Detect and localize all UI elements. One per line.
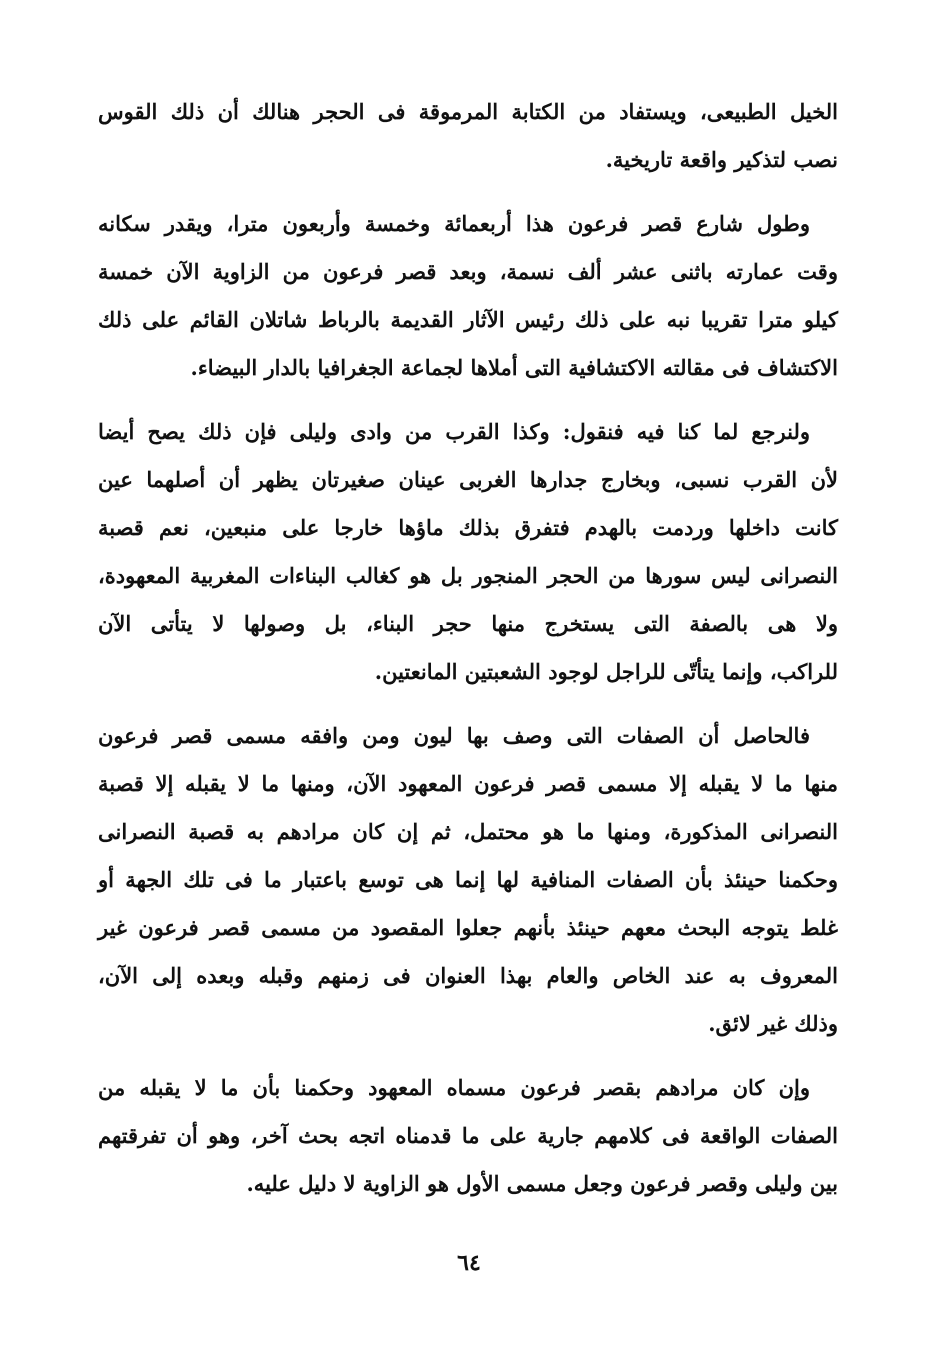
page-number: ٦٤ — [457, 1250, 481, 1276]
text-line: كيلو مترا تقريبا نبه على ذلك رئيس الآثار القديمة بالرباط شاتلان القائم على ذلك — [98, 307, 838, 332]
text-line: فالحاصل أن الصفات التى وصف بها ليون ومن وافقه مسمى قصر فرعون — [98, 723, 810, 748]
page-body — [98, 88, 838, 1224]
text-line: منها ما لا يقبله إلا مسمى قصر فرعون المعهود الآن، ومنها ما لا يقبله إلا قصبة — [98, 771, 838, 796]
text-line: وحكمنا حينئذ بأن الصفات المنافية لها إنما هى توسع باعتبار ما فى تلك الجهة أو — [98, 867, 838, 892]
text-line: غلط يتوجه البحث معهم حينئذ بأنهم جعلوا المقصود من مسمى قصر فرعون غير — [98, 915, 838, 940]
text-line: وذلك غير لائق. — [708, 1011, 838, 1036]
text-line: النصرانى ليس سورها من الحجر المنجور بل هو كغالب البناءات المغربية المعهودة، — [98, 563, 838, 588]
paragraph-1 — [98, 88, 838, 184]
paragraph-2 — [98, 200, 838, 392]
text-line: نصب لتذكير واقعة تاريخية. — [605, 147, 838, 172]
text-line: كانت داخلها وردمت بالهدم فتفرق بذلك ماؤها خارجا على منبعين، نعم قصبة — [98, 515, 838, 540]
text-line: المعروف به عند الخاص والعام بهذا العنوان فى زمنهم وقبله وبعده إلى الآن، — [98, 963, 838, 988]
text-line: لأن القرب نسبى، وبخارج جدارها الغربى عينان صغيرتان يظهر أن أصلهما عين — [98, 467, 838, 492]
text-line: ولنرجع لما كنا فيه فنقول: وكذا القرب من وادى وليلى فإن ذلك يصح أيضا — [98, 419, 810, 444]
paragraph-4 — [98, 712, 838, 1048]
paragraph-5 — [98, 1064, 838, 1208]
text-line: ولا هى بالصفة التى يستخرج منها حجر البناء، بل وصولها لا يتأتى الآن — [98, 611, 838, 636]
text-line: بين وليلى وقصر فرعون وجعل مسمى الأول هو الزاوية لا دليل عليه. — [246, 1171, 838, 1196]
text-line: وقت عمارته باثنى عشر ألف نسمة، وبعد قصر فرعون من الزاوية الآن خمسة — [98, 259, 838, 284]
text-line: الخيل الطبيعى، ويستفاد من الكتابة المرموقة فى الحجر هنالك أن ذلك القوس — [98, 99, 838, 124]
text-line: الاكتشاف فى مقالته الاكتشافية التى أملاها لجماعة الجغرافيا بالدار البيضاء. — [190, 355, 838, 380]
text-line: للراكب، وإنما يتأتّى للراجل لوجود الشعبتين المانعتين. — [374, 659, 838, 684]
text-line: وطول شارع قصر فرعون هذا أربعمائة وخمسة وأربعون مترا، ويقدر سكانه — [98, 211, 810, 236]
text-line: الصفات الواقعة فى كلامهم جارية على ما قدمناه اتجه بحث آخر، وهو أن تفرقتهم — [98, 1123, 838, 1148]
paragraph-3 — [98, 408, 838, 696]
text-line: النصرانى المذكورة، ومنها ما هو محتمل، ثم إن كان مرادهم به قصبة النصرانى — [98, 819, 838, 844]
text-line: وإن كان مرادهم بقصر فرعون مسماه المعهود وحكمنا بأن ما لا يقبله من — [98, 1075, 810, 1100]
